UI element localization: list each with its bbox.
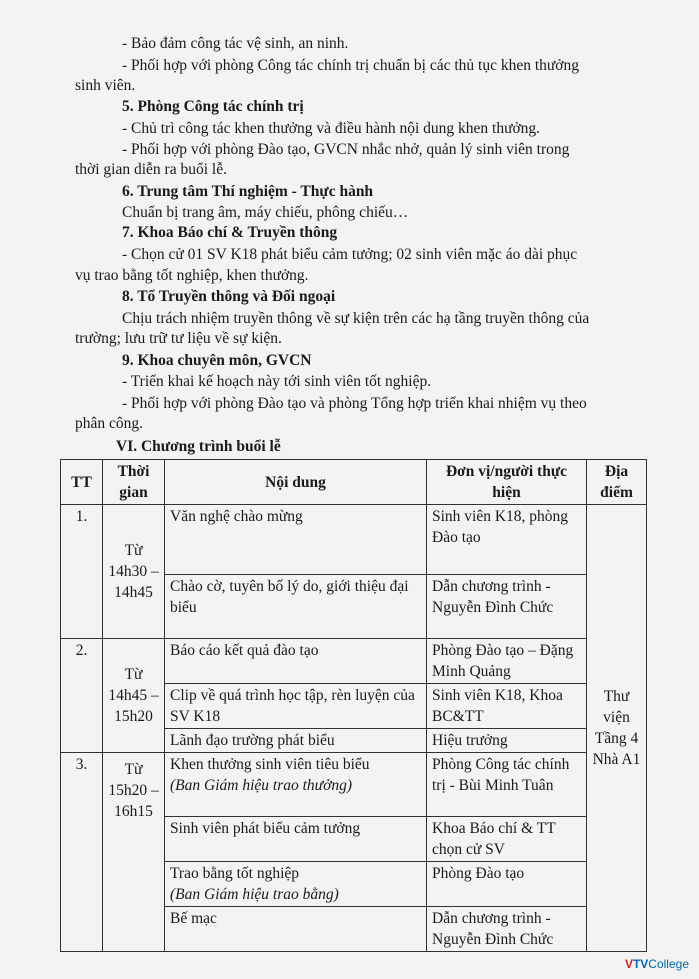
table-row — [61, 505, 647, 575]
section-heading: 9. Khoa chuyên môn, GVCN — [122, 352, 312, 369]
content-note: (Ban Giám hiệu trao thưởng) — [170, 777, 353, 794]
row-number: 2. — [61, 639, 103, 753]
vtv-college-logo: VTVCollege — [624, 957, 689, 971]
text-line: - Chủ trì công tác khen thưởng và điều hành nội dung khen thưởng. — [122, 120, 541, 137]
text-line: thời gian diễn ra buổi lễ. — [75, 161, 227, 178]
unit-cell: Phòng Đào tạo — [427, 862, 587, 907]
table-row — [61, 753, 647, 817]
section-heading: 8. Tổ Truyền thông và Đối ngoại — [122, 288, 336, 305]
content-cell — [165, 753, 427, 817]
content-text: Trao bằng tốt nghiệp — [170, 865, 300, 882]
text-line: Chuẩn bị trang âm, máy chiếu, phông chiếu… — [122, 204, 409, 221]
content-cell: Văn nghệ chào mừng — [165, 505, 427, 575]
row-number: 3. — [61, 753, 103, 952]
unit-cell: Dẫn chương trình - Nguyễn Đình Chức — [427, 907, 587, 952]
header-tt: TT — [61, 460, 103, 505]
location-cell: Thư viện Tầng 4 Nhà A1 — [587, 505, 647, 952]
table-row — [61, 639, 647, 684]
content-cell — [165, 862, 427, 907]
text-line: - Bảo đảm công tác vệ sinh, an ninh. — [122, 35, 349, 52]
text-line: - Triển khai kế hoạch này tới sinh viên tốt nghiệp. — [122, 373, 432, 390]
unit-cell: Hiệu trưởng — [427, 729, 587, 753]
unit-cell: Khoa Báo chí & TT chọn cử SV — [427, 817, 587, 862]
header-content: Nội dung — [165, 460, 427, 505]
section-heading: 5. Phòng Công tác chính trị — [122, 98, 304, 115]
content-cell: Bế mạc — [165, 907, 427, 952]
table-header-row — [61, 460, 647, 505]
content-cell: Báo cáo kết quả đào tạo — [165, 639, 427, 684]
text-line: trường; lưu trữ tư liệu về sự kiện. — [75, 330, 282, 347]
content-note: (Ban Giám hiệu trao bằng) — [170, 886, 339, 903]
content-cell: Sinh viên phát biểu cảm tưởng — [165, 817, 427, 862]
text-line: Chịu trách nhiệm truyền thông về sự kiện trên các hạ tầng truyền thông của — [122, 310, 590, 327]
text-line: vụ trao bằng tốt nghiệp, khen thưởng. — [75, 267, 309, 284]
text-line: - Phối hợp với phòng Công tác chính trị chuẩn bị các thủ tục khen thưởng — [122, 57, 580, 74]
section-heading: 7. Khoa Báo chí & Truyền thông — [122, 224, 338, 241]
text-line: - Phối hợp với phòng Đào tạo và phòng Tổng hợp triển khai nhiệm vụ theo — [122, 395, 587, 412]
header-location: Địa điểm — [587, 460, 647, 505]
schedule-table — [60, 459, 647, 952]
section-heading: VI. Chương trình buổi lễ — [116, 438, 281, 455]
content-text: Khen thưởng sinh viên tiêu biểu — [170, 756, 370, 773]
text-line: - Chọn cử 01 SV K18 phát biểu cảm tưởng; 02 sinh viên mặc áo dài phục — [122, 246, 578, 263]
text-line: phân công. — [75, 415, 144, 432]
header-time: Thời gian — [103, 460, 165, 505]
header-unit: Đơn vị/người thực hiện — [427, 460, 587, 505]
text-line: sinh viên. — [75, 77, 136, 94]
content-cell: Chào cờ, tuyên bố lý do, giới thiệu đại biểu — [165, 575, 427, 639]
unit-cell: Phòng Công tác chính trị - Bùi Minh Tuân — [427, 753, 587, 817]
unit-cell: Dẫn chương trình - Nguyễn Đình Chức — [427, 575, 587, 639]
unit-cell: Sinh viên K18, Khoa BC&TT — [427, 684, 587, 729]
content-cell: Clip về quá trình học tập, rèn luyện của SV K18 — [165, 684, 427, 729]
time-cell: Từ 14h30 – 14h45 — [103, 505, 165, 639]
time-cell: Từ 14h45 – 15h20 — [103, 639, 165, 753]
unit-cell: Phòng Đào tạo – Đặng Minh Quảng — [427, 639, 587, 684]
unit-cell: Sinh viên K18, phòng Đào tạo — [427, 505, 587, 575]
section-heading: 6. Trung tâm Thí nghiệm - Thực hành — [122, 183, 374, 200]
text-line: - Phối hợp với phòng Đào tạo, GVCN nhắc nhở, quản lý sinh viên trong — [122, 141, 570, 158]
row-number: 1. — [61, 505, 103, 639]
time-cell: Từ 15h20 – 16h15 — [103, 753, 165, 952]
content-cell: Lãnh đạo trường phát biểu — [165, 729, 427, 753]
